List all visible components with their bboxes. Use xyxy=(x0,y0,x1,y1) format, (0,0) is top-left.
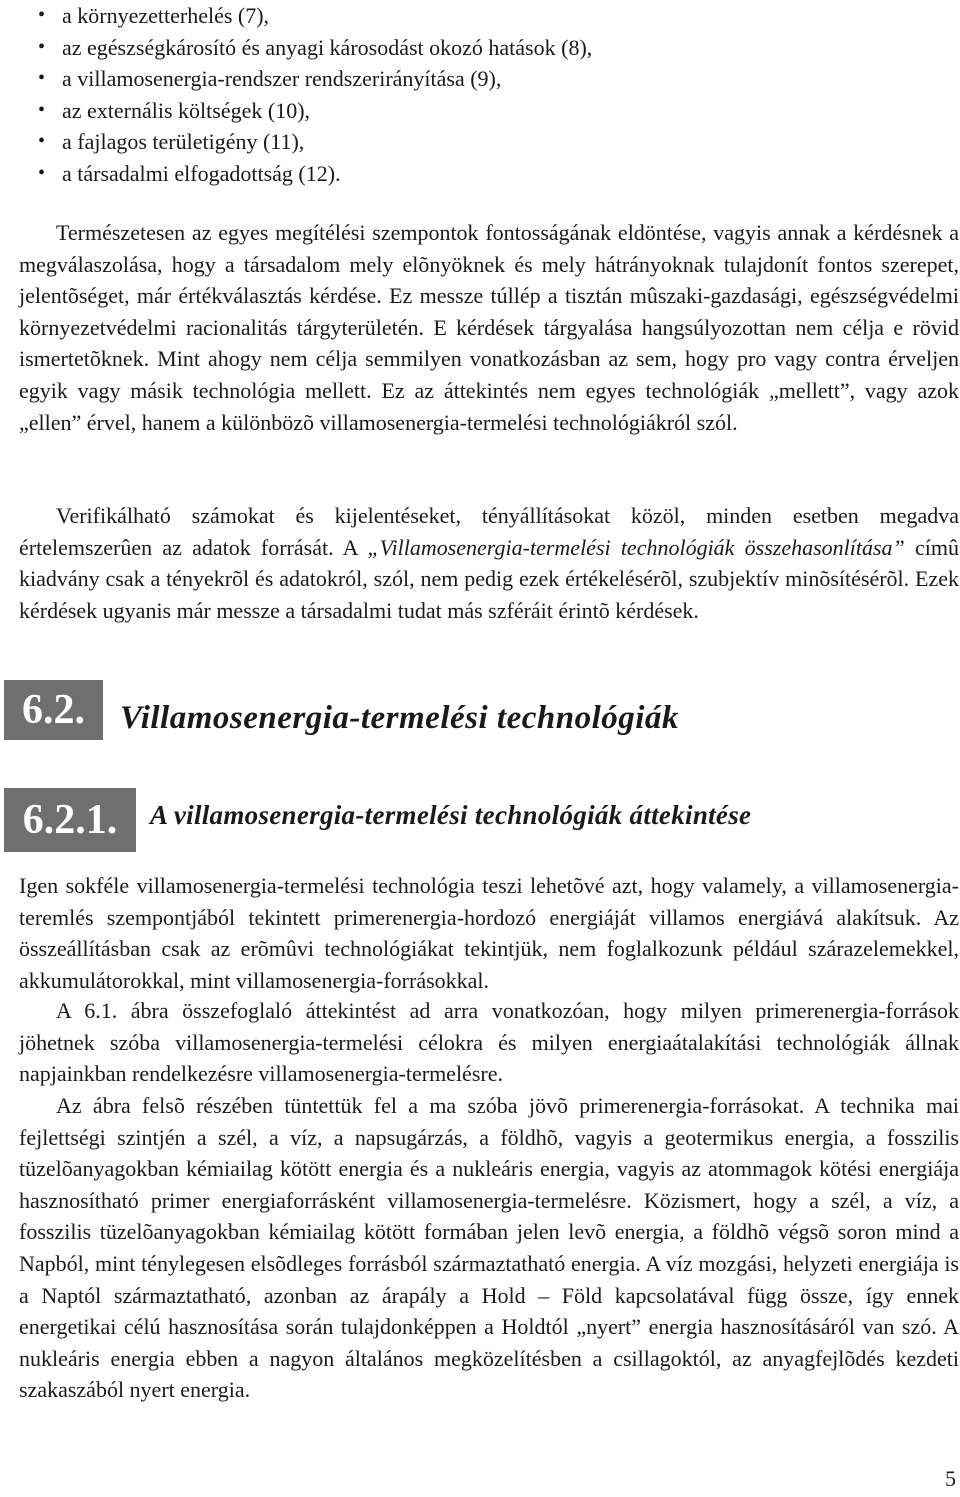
paragraph-value-judgement: Természetesen az egyes megítélési szempontok fontosságának eldöntése, vagyis annak a kérdésnek a megválaszolása, hogy a társadalom mely elõnyöknek és mely hátrányoknak tulajdonít fontos szerepet, jelentõséget, már értékválasztás kérdése. Ez messze túllép a tisztán mûszaki-gazdasági, egészségvédelmi környezetvédelmi racionalitás tárgyterületén. E kérdések tárgyalása hangsúlyozottan nem célja e rövid ismertetõknek. Mint ahogy nem célja semmilyen vonatkozásban az sem, hogy pro vagy contra érveljen egyik vagy másik technológia mellett. Ez az áttekintés nem egyes technológiák „mellett”, vagy azok „ellen” érvel, hanem a különbözõ villamosenergia-termelési technológiákról szól. xyxy=(19,220,959,435)
list-item: • a villamosenergia-rendszer rendszerirányítása (9), xyxy=(38,63,938,95)
bullet-icon: • xyxy=(38,4,46,26)
section-title: Villamosenergia-termelési technológiák xyxy=(120,700,679,736)
list-item: • a környezetterhelés (7), xyxy=(38,0,938,32)
publication-title: „Villamosenergia-termelési technológiák összehasonlítása” xyxy=(367,534,905,560)
subsection-number: 6.2.1. xyxy=(4,788,136,852)
section-number: 6.2. xyxy=(4,680,103,740)
list-item: • az egészségkárosító és anyagi károsodást okozó hatások (8), xyxy=(38,32,938,64)
paragraph-technologies-intro: Igen sokféle villamosenergia-termelési technológia teszi lehetõvé azt, hogy valamely, a villamosenergia-teremlés szempontjából tekintett primerenergia-hordozó energiáját villamos energiává alakítsuk. Az összeállításban csak az erõmûvi technológiákat tekintjük, nem foglalkozunk például szárazelemekkel, akkumulátorokkal, mint villamosenergia-forrásokkal. xyxy=(19,873,959,993)
page-number: 5 xyxy=(945,1466,956,1491)
paragraph-energy-sources: Az ábra felsõ részében tüntettük fel a ma szóba jövõ primerenergia-forrásokat. A technika mai fejlettségi szintjén a szél, a víz, a napsugárzás, a földhõ, vagyis a geotermikus energia, a fosszilis tüzelõanyagokban kémiailag kötött energia és a nukleáris energia, vagyis az atommagok kötési energiája hasznosítható primer energiaforrásként villamosenergia-termelésre. Közismert, hogy a szél, a víz, a fosszilis tüzelõanyagokban kémiailag kötött formában jelen levõ energia, a földhõ végsõ soron mind a Napból, mint ténylegesen elsõdleges forrásból származtatható energia. A víz mozgási, helyzeti energiája is a Naptól származtatható, azonban az árapály a Hold – Föld kapcsolatával függ össze, így ennek energetikai célú hasznosítása során tulajdonképpen a Holdtól „nyert” energia hasznosításáról van szó. A nukleáris energia ebben a nagyon általános megközelítésben a csillagoktól, az anyagfejlõdés kezdeti szakaszából nyert energia. xyxy=(19,1093,959,1403)
bullet-icon: • xyxy=(38,98,46,121)
paragraph-verifiable-data: Verifikálható számokat és kijelentéseket, tényállításokat közöl, minden esetben megadva értelemszerûen az adatok forrását. A „Villamosenergia-termelési technológiák összehasonlítása” címû kiadvány csak a tényekrõl és adatokról, szól, nem pedig ezek értékelésérõl, szubjektív minõsítésérõl. Ezek kérdések ugyanis már messze a társadalmi tudat más szféráit érintõ kérdések. xyxy=(19,503,959,623)
bullet-icon: • xyxy=(38,67,46,89)
list-item: • a fajlagos területigény (11), xyxy=(38,126,938,158)
paragraph-figure-overview: A 6.1. ábra összefoglaló áttekintést ad arra vonatkozóan, hogy milyen primerenergia-források jöhetnek szóba villamosenergia-termelési célokra és milyen energiaátalakítási technológiák állnak napjainkban rendelkezésre villamosenergia-termelésre. xyxy=(19,998,959,1087)
bullet-icon: • xyxy=(38,130,46,152)
criteria-list xyxy=(38,0,938,189)
bullet-icon: • xyxy=(38,161,46,184)
subsection-title: A villamosenergia-termelési technológiák áttekintése xyxy=(150,800,752,830)
bullet-icon: • xyxy=(38,35,46,58)
list-item: • a társadalmi elfogadottság (12). xyxy=(38,158,938,190)
list-item: • az externális költségek (10), xyxy=(38,95,938,127)
